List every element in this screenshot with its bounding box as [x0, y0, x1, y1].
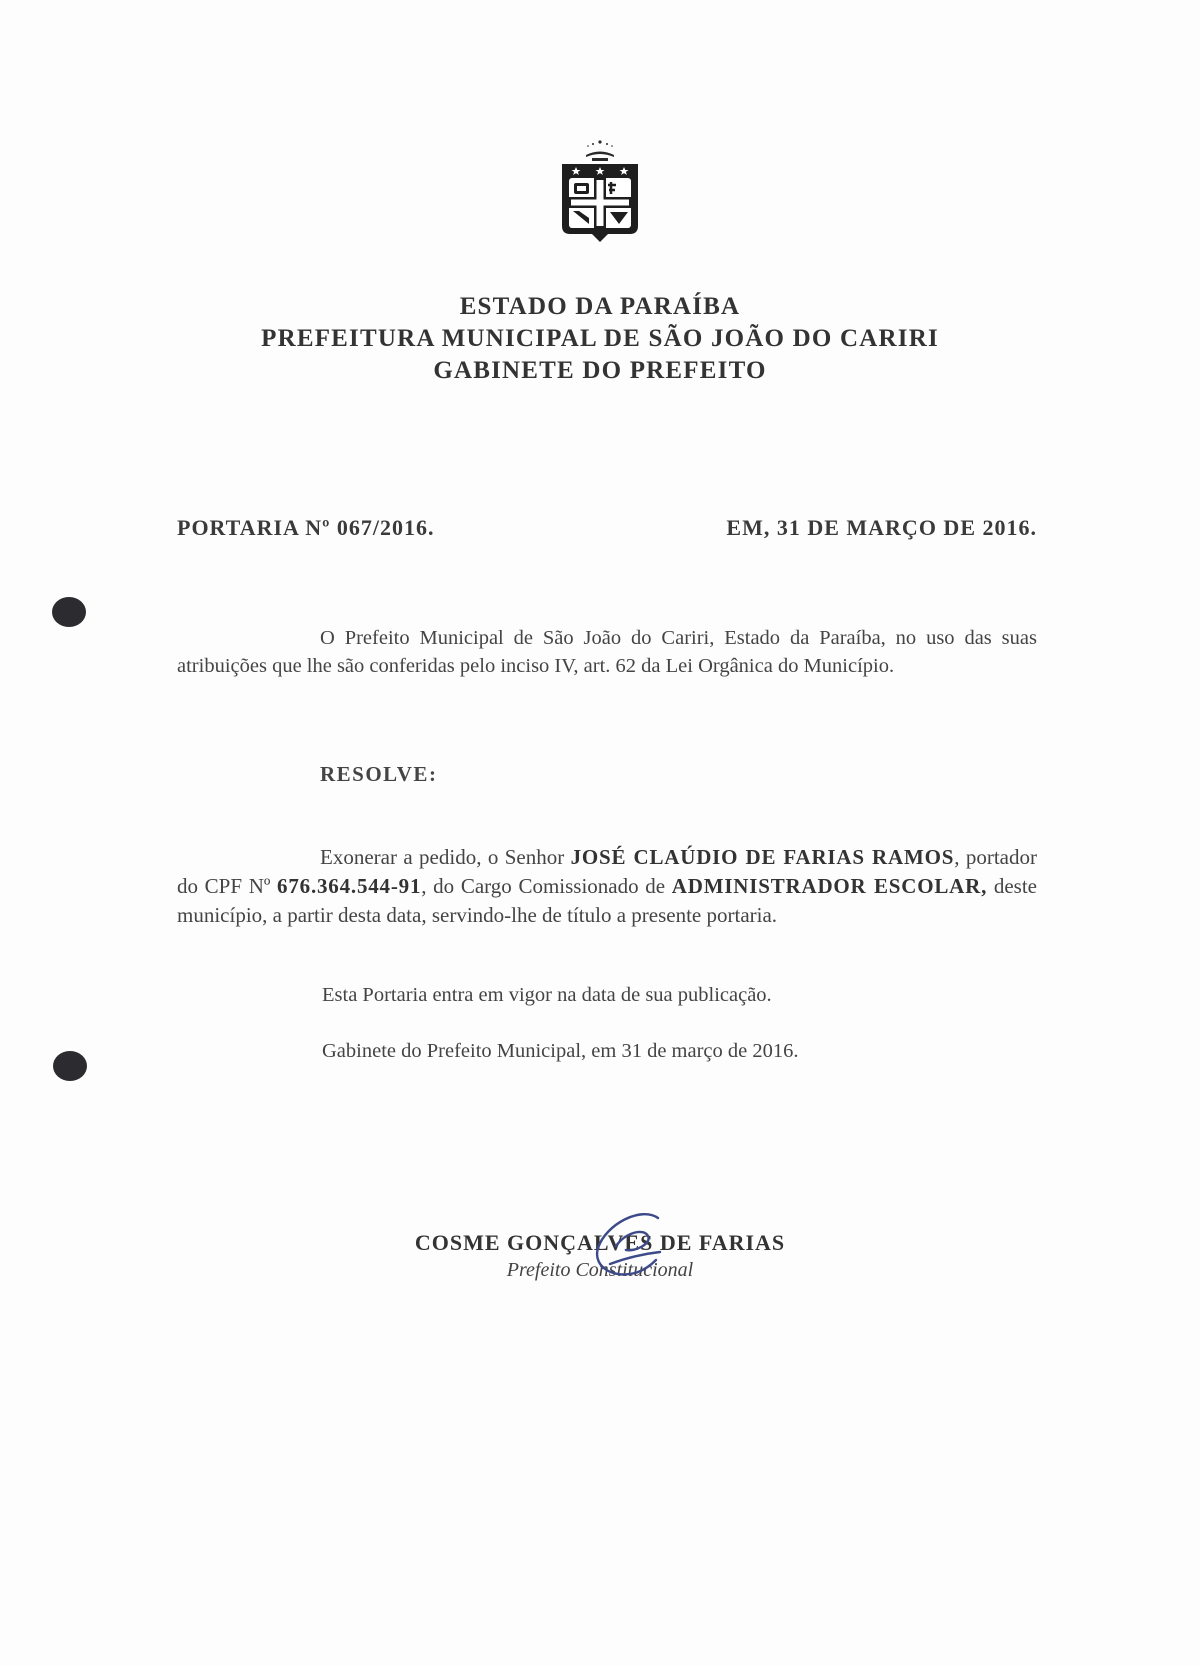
intro-paragraph [177, 624, 1037, 680]
main-text-3: , do Cargo Comissionado de [421, 874, 672, 898]
handwritten-signature-icon [586, 1206, 676, 1286]
header-municipality: PREFEITURA MUNICIPAL DE SÃO JOÃO DO CARIRI [261, 325, 939, 352]
signatory-name: COSME GONÇALVES DE FARIAS [414, 1230, 786, 1255]
intro-text: O Prefeito Municipal de São João do Cariri, Estado da Paraíba, no uso das suas atribuições que lhe são conferidas pelo inciso IV, art. 62 da Lei Orgânica do Município. [177, 627, 1037, 677]
main-text-1: Exonerar a pedido, o Senhor [320, 845, 571, 869]
employee-name: JOSÉ CLAÚDIO DE FARIAS RAMOS [570, 845, 955, 869]
portaria-date: EM, 31 DE MARÇO DE 2016. [726, 515, 1037, 540]
position-title: ADMINISTRADOR ESCOLAR, [671, 874, 988, 898]
main-text-2: , portador do CPF Nº [177, 845, 1037, 898]
effective-clause: Esta Portaria entra em vigor na data de sua publicação. [322, 984, 772, 1006]
resolve-heading: RESOLVE: [320, 762, 438, 786]
punch-hole [52, 597, 86, 627]
coat-of-arms-icon [548, 138, 652, 248]
closing-line: Gabinete do Prefeito Municipal, em 31 de março de 2016. [322, 1040, 799, 1062]
header-office: GABINETE DO PREFEITO [433, 357, 767, 384]
employee-cpf: 676.364.544-91 [277, 874, 422, 898]
header-state: ESTADO DA PARAÍBA [459, 293, 741, 320]
main-paragraph [177, 843, 1037, 930]
signatory-title: Prefeito Constitucional [506, 1259, 694, 1281]
punch-hole [53, 1051, 87, 1081]
portaria-number: PORTARIA Nº 067/2016. [177, 515, 435, 540]
main-text-4: deste município, a partir desta data, servindo-lhe de título a presente portaria. [177, 874, 1037, 927]
